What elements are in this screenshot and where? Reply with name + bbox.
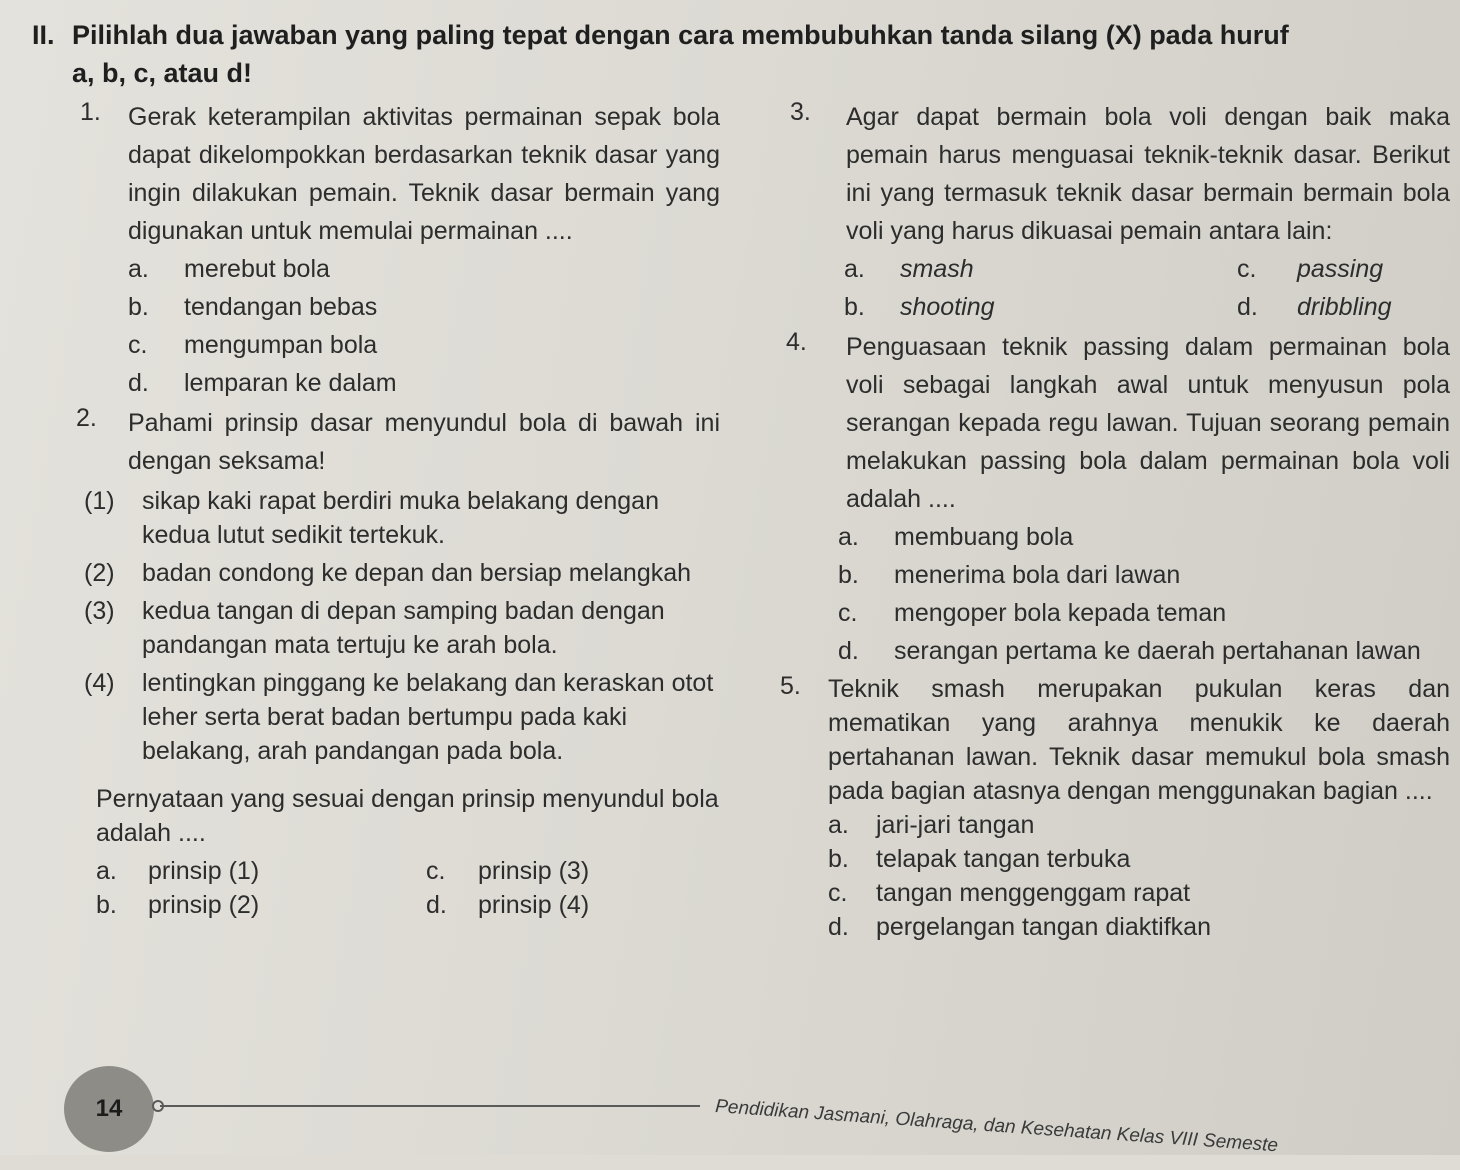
option-text: prinsip (3) [478,857,590,885]
question-number: 3. [790,98,811,126]
option-letter: c. [128,331,148,359]
option-text: telapak tangan terbuka [876,845,1131,873]
question-stem: Gerak keterampilan aktivitas permainan sepak bola dapat dikelompokkan berdasarkan teknik dasar yang ingin dilakukan pemain. Teknik dasar bermain yang digunakan untuk memulai permainan .... [128,103,720,245]
statement-4 [84,666,720,768]
option-b[interactable] [96,888,426,922]
option-text: pergelangan tangan diaktifkan [876,913,1211,941]
section-instruction-line2: a, b, c, atau d! [72,58,253,88]
option-a[interactable] [96,854,426,888]
option-d[interactable] [1147,288,1450,326]
section-instruction-line1: Pilihlah dua jawaban yang paling tepat dengan cara membubuhkan tanda silang (X) pada huruf [72,20,1289,50]
option-text: smash [900,255,974,283]
option-a[interactable] [828,808,1450,842]
option-c[interactable] [838,594,1450,632]
option-letter: b. [844,293,865,321]
option-list [838,518,1450,670]
option-text: jari-jari tangan [876,811,1035,839]
option-text: mengumpan bola [184,331,378,359]
statement-2 [84,556,720,590]
statement-text: lentingkan pinggang ke belakang dan keraskan otot leher serta berat badan bertumpu pada kaki belakang, arah pandangan pada bola. [142,669,714,765]
option-letter: d. [426,891,447,919]
option-text: shooting [900,293,995,321]
question-3 [790,98,1450,326]
question-prompt: Pernyataan yang sesuai dengan prinsip menyundul bola adalah .... [96,785,719,847]
option-b[interactable] [128,288,720,326]
book-title: Pendidikan Jasmani, Olahraga, dan Kesehatan Kelas VIII Semeste [714,1096,1279,1157]
option-text: membuang bola [894,523,1074,551]
option-c[interactable] [828,876,1450,910]
option-letter: a. [844,255,865,283]
option-letter: c. [838,599,858,627]
option-d[interactable] [838,632,1450,670]
statement-text: kedua tangan di depan samping badan dengan pandangan mata tertuju ke arah bola. [142,597,665,659]
option-b[interactable] [838,556,1450,594]
section-heading [32,16,1452,92]
option-list [84,854,720,922]
option-text: dribbling [1297,293,1392,321]
option-b[interactable] [828,842,1450,876]
option-letter: a. [838,523,859,551]
option-c[interactable] [128,326,720,364]
page-number: 14 [95,1095,123,1122]
option-letter: b. [128,293,149,321]
question-number: 5. [780,672,801,700]
option-c[interactable] [1147,250,1450,288]
option-letter: c. [426,857,446,885]
option-d[interactable] [128,364,720,402]
option-letter: b. [838,561,859,589]
option-text: prinsip (2) [148,891,260,919]
statement-number: (1) [84,487,115,515]
option-text: serangan pertama ke daerah pertahanan lawan [894,637,1421,665]
question-number: 4. [786,328,807,356]
option-letter: c. [1237,255,1257,283]
option-d[interactable] [426,888,726,922]
option-list [844,250,1450,326]
option-letter: d. [828,913,849,941]
option-list [128,250,720,402]
option-text: lemparan ke dalam [184,369,397,397]
statement-text: badan condong ke depan dan bersiap melangkah [142,559,692,587]
option-list [828,808,1450,944]
option-letter: b. [828,845,849,873]
option-text: tangan menggenggam rapat [876,879,1191,907]
option-text: menerima bola dari lawan [894,561,1181,589]
page-number-badge [64,1066,154,1152]
option-letter: b. [96,891,117,919]
option-text: prinsip (4) [478,891,590,919]
left-column [76,98,720,922]
statement-3 [84,594,720,662]
section-number: II. [32,20,55,50]
statement-list [84,484,720,768]
question-number: 2. [76,404,97,432]
question-number: 1. [80,98,101,126]
question-4 [786,328,1450,670]
option-text: passing [1297,255,1384,283]
option-a[interactable] [838,518,1450,556]
question-stem: Penguasaan teknik passing dalam permainan bola voli sebagai langkah awal untuk menyusun pola serangan kepada regu lawan. Tujuan seorang pemain melakukan passing bola dalam permainan bola voli adalah .... [846,333,1450,513]
option-d[interactable] [828,910,1450,944]
statement-text: sikap kaki rapat berdiri muka belakang dengan kedua lutut sedikit tertekuk. [142,487,659,549]
option-letter: a. [128,255,149,283]
question-stem: Agar dapat bermain bola voli dengan baik maka pemain harus menguasai teknik-teknik dasar. Berikut ini yang termasuk teknik dasar bermain bermain bola voli yang harus dikuasai pemain antara lain: [846,103,1450,245]
option-letter: c. [828,879,848,907]
option-a[interactable] [844,250,1147,288]
option-c[interactable] [426,854,726,888]
statement-1 [84,484,720,552]
question-2 [76,404,720,922]
statement-number: (3) [84,597,115,625]
option-text: tendangan bebas [184,293,378,321]
statement-number: (4) [84,669,115,697]
option-letter: d. [1237,293,1258,321]
statement-number: (2) [84,559,115,587]
option-a[interactable] [128,250,720,288]
option-letter: d. [128,369,149,397]
option-text: prinsip (1) [148,857,260,885]
question-stem: Pahami prinsip dasar menyundul bola di bawah ini dengan seksama! [128,409,720,475]
option-b[interactable] [844,288,1147,326]
option-letter: d. [838,637,859,665]
option-text: mengoper bola kepada teman [894,599,1227,627]
question-stem: Teknik smash merupakan pukulan keras dan mematikan yang arahnya menukik ke daerah pertahanan lawan. Teknik dasar memukul bola smash pada bagian atasnya dengan menggunakan bagian .... [828,675,1450,805]
question-1 [80,98,720,402]
question-5 [780,672,1450,944]
option-letter: a. [96,857,117,885]
option-text: merebut bola [184,255,330,283]
option-letter: a. [828,811,849,839]
footer-rule [160,1105,700,1107]
right-column [780,98,1450,944]
